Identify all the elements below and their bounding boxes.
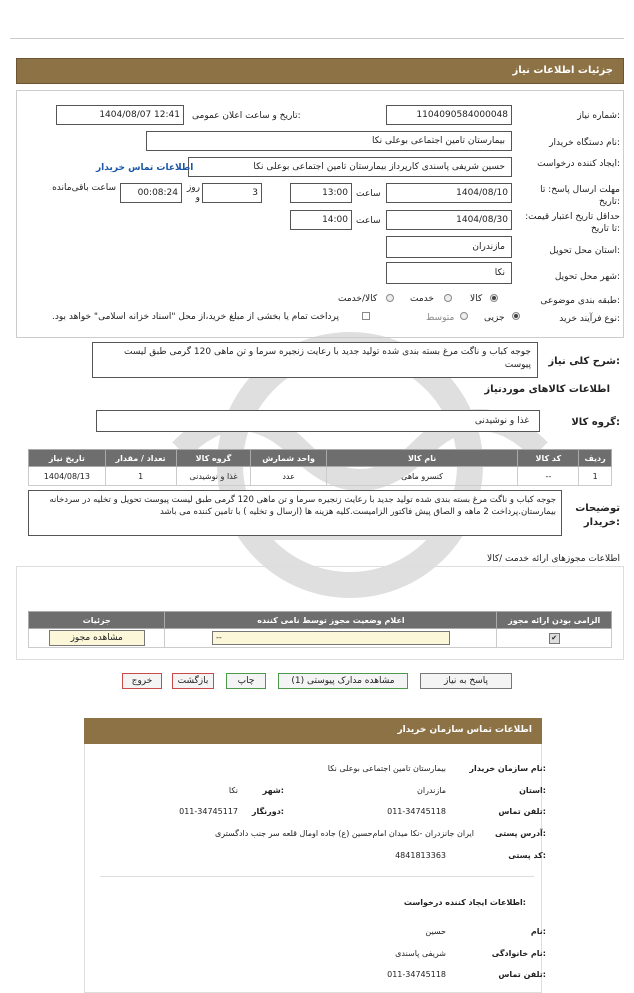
- cell-qty: 1: [105, 467, 176, 486]
- price-validity-label: حداقل تاریخ اعتبار قیمت: تا تاریخ:: [525, 212, 620, 234]
- remaining-label: ساعت باقی‌مانده: [52, 183, 116, 193]
- creator-info-title: اطلاعات ایجاد کننده درخواست:: [403, 898, 526, 907]
- view-docs-button[interactable]: مشاهده مدارک پیوستی (1): [278, 673, 408, 689]
- price-time-field[interactable]: 14:00: [290, 210, 352, 230]
- goods-table-header: [29, 450, 612, 467]
- top-divider: [10, 38, 624, 39]
- col-permit-required: الزامی بودن ارائه مجوز: [497, 612, 612, 629]
- buyer-notes-field[interactable]: جوجه کباب و ناگت مرغ بسته بندی شده تولید جدید با رعایت زنجیره سرما و تن ماهی 120 گرمی طبق لیست پیوست تحویل و تخلیه در سردخانه بیمارستان.پرداخت 2 ماهه و الصاق پیش فاکتور الزامیست.کلیه هزینه ها (ارسال و تخلیه ) با تامین کننده می باشد: [28, 490, 562, 536]
- contact-phone-value: 011-34745118: [387, 807, 446, 816]
- contact-city-label: شهر:: [262, 786, 284, 795]
- print-button[interactable]: چاپ: [226, 673, 266, 689]
- cell-row: 1: [579, 467, 612, 486]
- col-permit-details: جزئیات: [29, 612, 165, 629]
- back-button[interactable]: بازگشت: [172, 673, 214, 689]
- contact-address-value: ایران جانزدران -نکا میدان امام‌حسین (ع) جاده اومال قلعه سر جنب دادگستری: [214, 829, 474, 838]
- cell-group: غذا و نوشیدنی: [176, 467, 251, 486]
- remaining-time-field[interactable]: 00:08:24: [120, 183, 182, 203]
- creator-phone-value: 011-34745118: [387, 970, 446, 979]
- col-date: تاریخ نیاز: [29, 450, 106, 467]
- need-number-field[interactable]: 1104090584000048: [386, 105, 512, 125]
- col-group: گروه کالا: [176, 450, 251, 467]
- goods-group-label: گروه کالا:: [571, 417, 620, 428]
- category-goods-radio[interactable]: [490, 294, 498, 302]
- contact-fax-value: 011-34745117: [179, 807, 238, 816]
- goods-table: [28, 449, 612, 486]
- reply-date-field[interactable]: 1404/08/10: [386, 183, 512, 203]
- process-medium-radio[interactable]: [460, 312, 468, 320]
- permit-required-cell: [497, 629, 612, 648]
- col-permit-status: اعلام وضعیت مجوز توسط نامی کننده: [165, 612, 497, 629]
- table-row[interactable]: [29, 467, 612, 486]
- view-permit-button[interactable]: مشاهده مجوز: [49, 630, 145, 646]
- col-qty: تعداد / مقدار: [105, 450, 176, 467]
- permit-required-checkbox[interactable]: ✔: [549, 633, 560, 644]
- col-row: ردیف: [579, 450, 612, 467]
- price-date-field[interactable]: 1404/08/30: [386, 210, 512, 230]
- col-name: نام کالا: [326, 450, 518, 467]
- summary-label: شرح کلی نیاز:: [548, 356, 620, 367]
- contact-phone-label: تلفن تماس:: [498, 807, 546, 816]
- treasury-checkbox[interactable]: [362, 312, 370, 320]
- cell-code: --: [518, 467, 579, 486]
- process-medium-label: متوسط: [426, 313, 455, 323]
- process-note: پرداخت تمام یا بخشی از مبلغ خرید،از محل "اسناد خزانه اسلامی" خواهد بود.: [52, 312, 340, 322]
- creator-field[interactable]: حسین شریفی پاسندی کارپرداز بیمارستان تامین اجتماعی بوعلی نکا: [188, 157, 512, 177]
- permits-table-header: [29, 612, 612, 629]
- contact-postal-value: 4841813363: [395, 851, 446, 860]
- contact-address-label: آدرس پستی:: [495, 829, 546, 838]
- creator-first-name-label: نام:: [530, 927, 546, 936]
- province-label: استان محل تحویل:: [549, 246, 620, 256]
- col-unit: واحد شمارش: [251, 450, 326, 467]
- summary-field[interactable]: جوجه کباب و ناگت مرغ بسته بندی شده تولید جدید با رعایت زنجیره سرما و تن ماهی 120 گرمی طبق لیست پیوست: [92, 342, 538, 378]
- goods-section-title: اطلاعات کالاهای موردنیاز: [484, 384, 610, 395]
- permit-details-cell: [29, 629, 165, 648]
- permits-title: اطلاعات مجوزهای ارائه خدمت /کالا: [486, 554, 620, 564]
- buyer-org-field[interactable]: بیمارستان تامین اجتماعی بوعلی نکا: [146, 131, 512, 151]
- creator-label: ایجاد کننده درخواست:: [537, 159, 620, 169]
- category-service-radio[interactable]: [444, 294, 452, 302]
- need-number-label: شماره نیاز:: [577, 111, 620, 121]
- cell-name: کنسرو ماهی: [326, 467, 518, 486]
- category-both-radio[interactable]: [386, 294, 394, 302]
- contact-panel: [84, 744, 542, 993]
- cell-date: 1404/08/13: [29, 467, 106, 486]
- contact-info-link[interactable]: اطلاعات تماس خریدار: [96, 163, 194, 173]
- contact-header: [84, 718, 542, 744]
- reply-button[interactable]: پاسخ به نیاز: [420, 673, 512, 689]
- creator-phone-label: تلفن تماس:: [498, 970, 546, 979]
- province-field[interactable]: مازندران: [386, 236, 512, 258]
- permits-row: [29, 629, 612, 648]
- permit-status-cell: [165, 629, 497, 648]
- cell-unit: عدد: [251, 467, 326, 486]
- creator-first-name-value: حسین: [425, 927, 446, 936]
- contact-divider: [100, 876, 534, 877]
- creator-last-name-value: شریفی پاسندی: [395, 949, 446, 958]
- announce-label: تاریخ و ساعت اعلان عمومی:: [192, 111, 301, 121]
- page-title: جزئیات اطلاعات نیاز: [512, 65, 613, 76]
- category-service-label: خدمت: [410, 294, 434, 304]
- contact-postal-label: کد پستی:: [508, 851, 546, 860]
- reply-deadline-label: مهلت ارسال پاسخ: تا تاریخ:: [540, 185, 620, 207]
- buyer-org-label: نام دستگاه خریدار:: [549, 138, 620, 148]
- city-field[interactable]: نکا: [386, 262, 512, 284]
- contact-fax-label: دورنگار:: [251, 807, 284, 816]
- exit-button[interactable]: خروج: [122, 673, 162, 689]
- category-goods-label: کالا: [470, 294, 483, 304]
- reply-time-field[interactable]: 13:00: [290, 183, 352, 203]
- contact-province-value: مازندران: [417, 786, 446, 795]
- buyer-notes-label: توضیحات خریدار:: [575, 503, 620, 528]
- contact-org-value: بیمارستان تامین اجتماعی بوعلی نکا: [327, 764, 446, 773]
- permit-status-field[interactable]: --: [212, 631, 450, 645]
- page-header: [16, 58, 624, 84]
- days-field[interactable]: 3: [202, 183, 262, 203]
- contact-title: اطلاعات تماس سازمان خریدار: [397, 725, 532, 735]
- category-label: طبقه بندی موضوعی:: [540, 296, 620, 306]
- permits-table: [28, 611, 612, 648]
- reply-time-label: ساعت: [356, 189, 381, 199]
- goods-group-field[interactable]: غذا و نوشیدنی: [96, 410, 540, 432]
- city-label: شهر محل تحویل:: [554, 272, 620, 282]
- contact-province-label: استان:: [519, 786, 546, 795]
- creator-last-name-label: نام خانوادگی:: [491, 949, 546, 958]
- contact-org-label: نام سازمان خریدار:: [469, 764, 546, 773]
- col-code: کد کالا: [518, 450, 579, 467]
- days-label: روز و: [186, 183, 200, 203]
- process-minor-radio[interactable]: [512, 312, 520, 320]
- contact-city-value: نکا: [228, 786, 238, 795]
- process-label: نوع فرآیند خرید:: [559, 314, 620, 324]
- announce-field[interactable]: 1404/08/07 12:41: [56, 105, 184, 125]
- price-time-label: ساعت: [356, 216, 381, 226]
- process-minor-label: جزیی: [484, 313, 505, 323]
- category-both-label: کالا/خدمت: [338, 294, 378, 304]
